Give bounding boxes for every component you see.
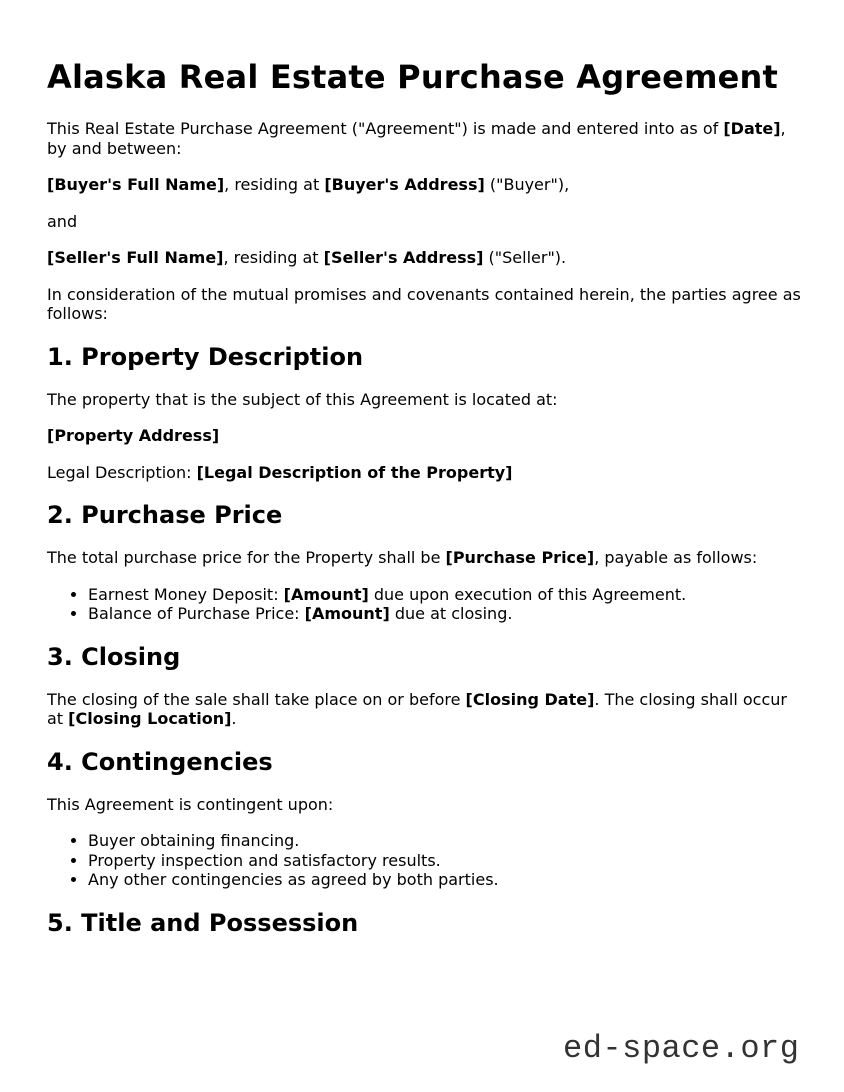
- consideration-paragraph: In consideration of the mutual promises and covenants contained herein, the parties agree as follows:: [47, 284, 801, 323]
- property-paragraph: The property that is the subject of this Agreement is located at:: [47, 389, 558, 409]
- amount-placeholder: [Amount]: [304, 604, 390, 623]
- buyer-address-placeholder: [Buyer's Address]: [324, 175, 485, 194]
- text: , residing at: [224, 175, 325, 194]
- section-heading-contingencies: 4. Contingencies: [47, 747, 273, 776]
- contingencies-list: [47, 831, 807, 890]
- text: The closing of the sale shall take place on or before: [47, 689, 466, 709]
- legal-placeholder: [Legal Description of the Property]: [196, 462, 513, 482]
- intro-text: , by and between:: [47, 119, 786, 158]
- document-page: [47, 58, 807, 956]
- list-item: [88, 604, 807, 624]
- list-item: • Any other contingencies as agreed by both parties.: [88, 870, 807, 890]
- seller-name-placeholder: [Seller's Full Name]: [47, 248, 224, 267]
- price-placeholder: [Purchase Price]: [445, 548, 595, 567]
- section-heading-title-possession: 5. Title and Possession: [47, 908, 359, 937]
- seller-address-placeholder: [Seller's Address]: [323, 248, 484, 267]
- closing-paragraph: [47, 690, 807, 729]
- property-address: [47, 426, 807, 446]
- text: due upon execution of this Agreement.: [368, 584, 687, 604]
- list-item: • Property inspection and satisfactory results.: [88, 851, 807, 871]
- text: ("Buyer"),: [484, 175, 570, 194]
- text: , payable as follows:: [594, 548, 758, 567]
- list-item: • Buyer obtaining financing.: [88, 831, 807, 851]
- text: due at closing.: [389, 604, 513, 623]
- buyer-name-placeholder: [Buyer's Full Name]: [47, 175, 225, 194]
- intro-text: This Real Estate Purchase Agreement ("Agreement") is made and entered into as of: [47, 119, 724, 138]
- closing-location-placeholder: [Closing Location]: [68, 709, 232, 728]
- legal-description: [47, 463, 807, 483]
- text: .: [231, 709, 237, 728]
- seller-paragraph: [47, 248, 807, 268]
- price-paragraph: [47, 548, 807, 568]
- buyer-paragraph: [47, 175, 807, 195]
- contingencies-paragraph: This Agreement is contingent upon:: [47, 794, 334, 814]
- list-item: [88, 585, 807, 605]
- date-placeholder: [Date]: [723, 119, 781, 138]
- text: Legal Description:: [47, 462, 197, 482]
- section-heading-property: 1. Property Description: [47, 342, 364, 371]
- intro-paragraph: [47, 119, 807, 158]
- text: Earnest Money Deposit:: [88, 584, 284, 604]
- text: , residing at: [223, 248, 324, 267]
- section-heading-closing: 3. Closing: [47, 642, 181, 671]
- payment-list: [47, 585, 807, 624]
- property-address-placeholder: [Property Address]: [47, 426, 220, 445]
- closing-date-placeholder: [Closing Date]: [465, 689, 595, 709]
- text: The total purchase price for the Property shall be: [47, 548, 446, 567]
- document-title: Alaska Real Estate Purchase Agreement: [47, 58, 779, 96]
- text: ("Seller").: [483, 248, 567, 267]
- and-paragraph: and: [47, 211, 78, 231]
- text: Balance of Purchase Price:: [88, 604, 305, 623]
- section-heading-price: 2. Purchase Price: [47, 501, 283, 529]
- text: . The closing shall occur at: [47, 689, 787, 728]
- amount-placeholder: [Amount]: [283, 584, 369, 604]
- watermark: ed-space.org: [563, 1030, 800, 1067]
